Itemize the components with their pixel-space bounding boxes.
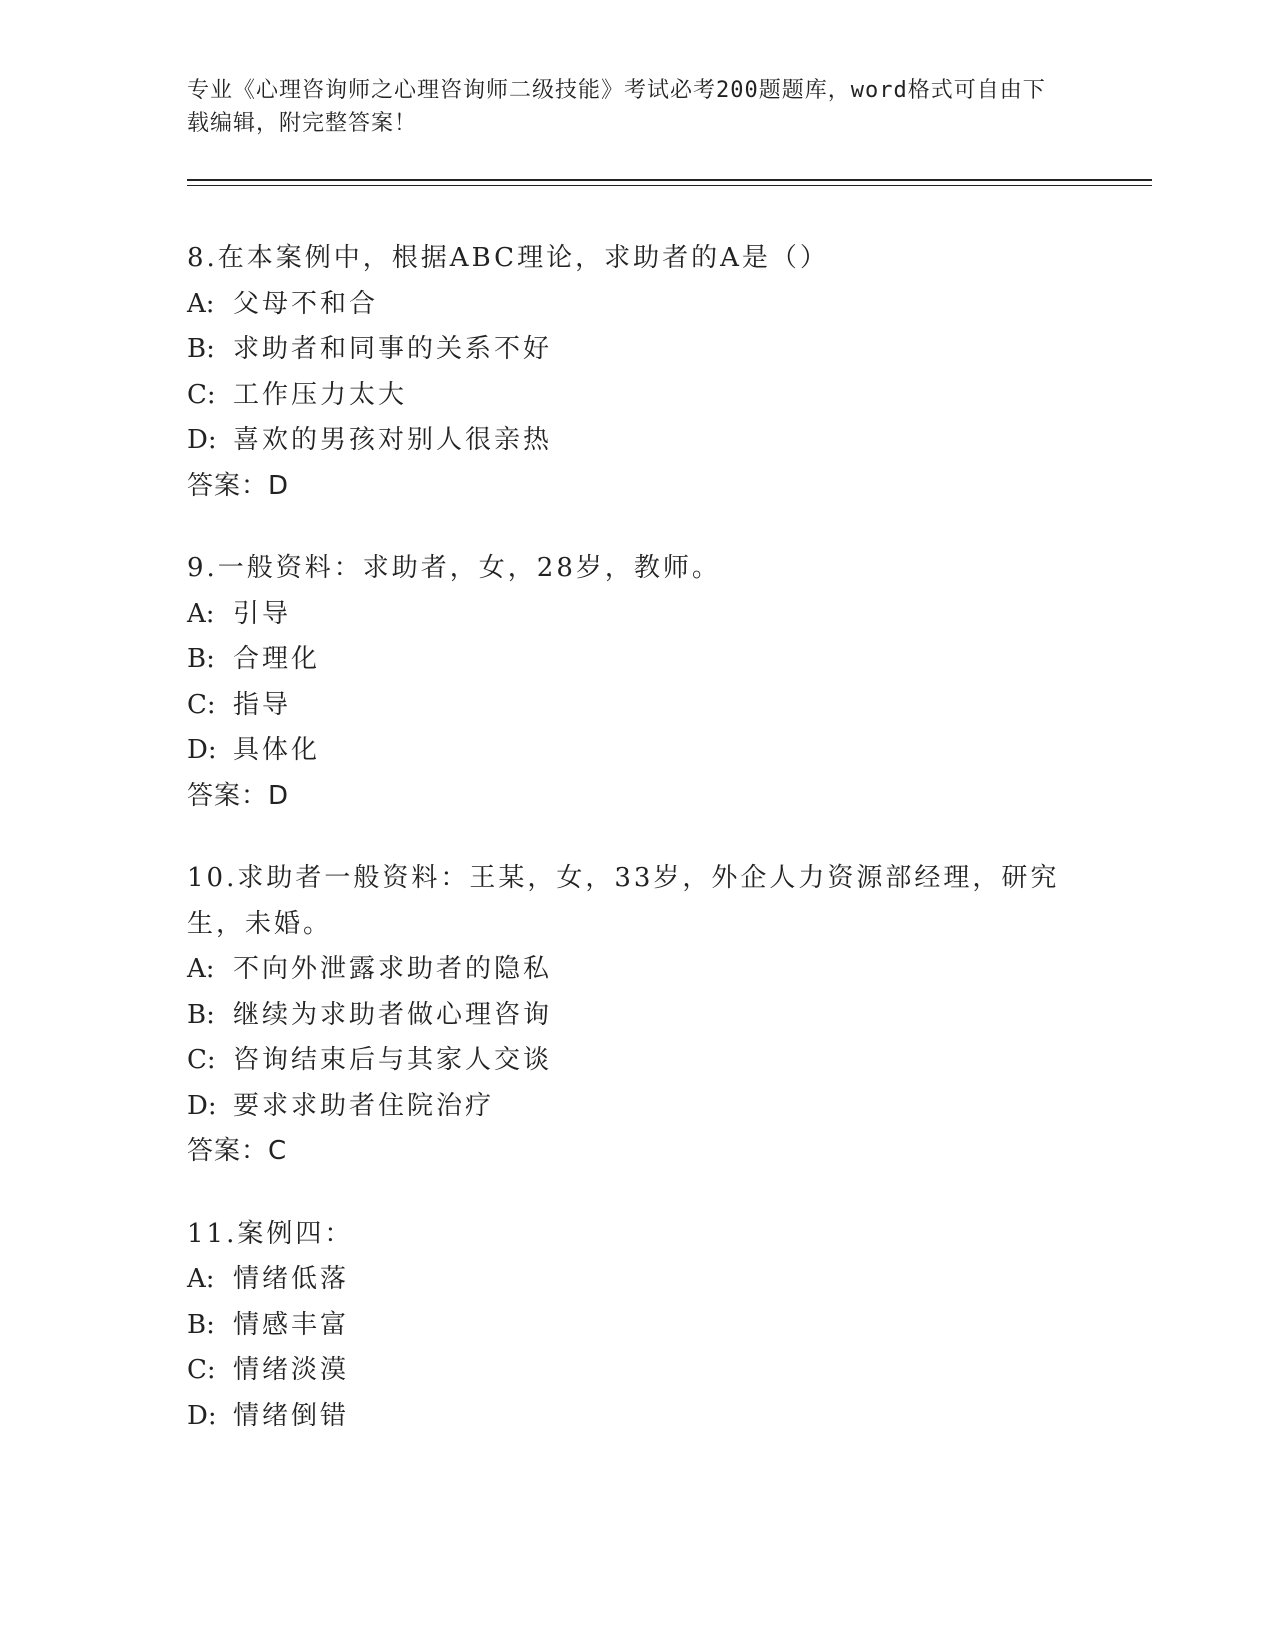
option-b (187, 327, 1087, 373)
option-c (187, 683, 1087, 729)
option-text: 咨询结束后与其家人交谈 (233, 1045, 553, 1075)
option-letter: D: (187, 735, 217, 765)
question-11 (187, 1212, 1087, 1440)
option-letter: C: (187, 1355, 216, 1385)
option-text: 情绪倒错 (233, 1400, 350, 1431)
option-text: 情绪淡漠 (233, 1355, 350, 1385)
option-text: 喜欢的男孩对别人很亲热 (233, 425, 553, 455)
option-b (187, 1303, 1087, 1349)
answer-line: 答案：D (187, 470, 290, 501)
question-stem: 11.案例四： (187, 1218, 354, 1249)
option-text: 指导 (233, 689, 292, 720)
option-text: 要求求助者住院治疗 (233, 1090, 495, 1121)
option-text: 工作压力太大 (233, 379, 408, 410)
option-d (187, 418, 1087, 464)
question-10 (187, 856, 1087, 1175)
option-letter: B: (187, 999, 215, 1030)
question-8 (187, 236, 1087, 509)
option-letter: B: (187, 1309, 215, 1340)
question-list (187, 236, 1087, 1476)
option-letter: D: (187, 1090, 217, 1121)
option-letter: B: (187, 644, 215, 674)
header-divider-thin (187, 185, 1152, 186)
option-letter: A: (187, 954, 215, 984)
option-a (187, 592, 1087, 638)
answer-line: 答案：D (187, 780, 290, 811)
option-text: 情感丰富 (233, 1309, 350, 1340)
option-b (187, 993, 1087, 1039)
question-9 (187, 546, 1087, 819)
header-divider-thick (187, 179, 1152, 181)
option-text: 不向外泄露求助者的隐私 (233, 954, 553, 984)
option-a (187, 1257, 1087, 1303)
option-c (187, 1038, 1087, 1084)
option-text: 合理化 (233, 644, 321, 674)
option-c (187, 373, 1087, 419)
document-header: 专业《心理咨询师之心理咨询师二级技能》考试必考200题题库，word格式可自由下载编辑，附完整答案！ (187, 78, 1046, 136)
option-letter: C: (187, 689, 216, 720)
question-stem: 9.一般资料：求助者，女，28岁，教师。 (187, 553, 721, 583)
option-text: 求助者和同事的关系不好 (233, 334, 553, 364)
option-letter: C: (187, 1045, 216, 1075)
option-text: 具体化 (233, 735, 321, 765)
option-letter: A: (187, 1264, 215, 1294)
answer-line: 答案：C (187, 1136, 288, 1166)
option-letter: C: (187, 379, 216, 410)
option-c (187, 1348, 1087, 1394)
option-text: 继续为求助者做心理咨询 (233, 999, 553, 1030)
question-stem: 10.求助者一般资料：王某，女，33岁，外企人力资源部经理，研究生，未婚。 (187, 863, 1060, 939)
option-text: 情绪低落 (233, 1264, 350, 1294)
question-stem: 8.在本案例中，根据ABC理论，求助者的A是（） (187, 243, 829, 273)
option-d (187, 1084, 1087, 1130)
option-letter: A: (187, 288, 215, 319)
option-letter: D: (187, 425, 217, 455)
option-letter: D: (187, 1400, 217, 1431)
option-a (187, 947, 1087, 993)
option-letter: B: (187, 334, 215, 364)
option-d (187, 728, 1087, 774)
option-letter: A: (187, 598, 215, 629)
option-text: 父母不和合 (233, 288, 379, 319)
option-a (187, 282, 1087, 328)
option-b (187, 637, 1087, 683)
option-d (187, 1394, 1087, 1440)
option-text: 引导 (233, 598, 292, 629)
